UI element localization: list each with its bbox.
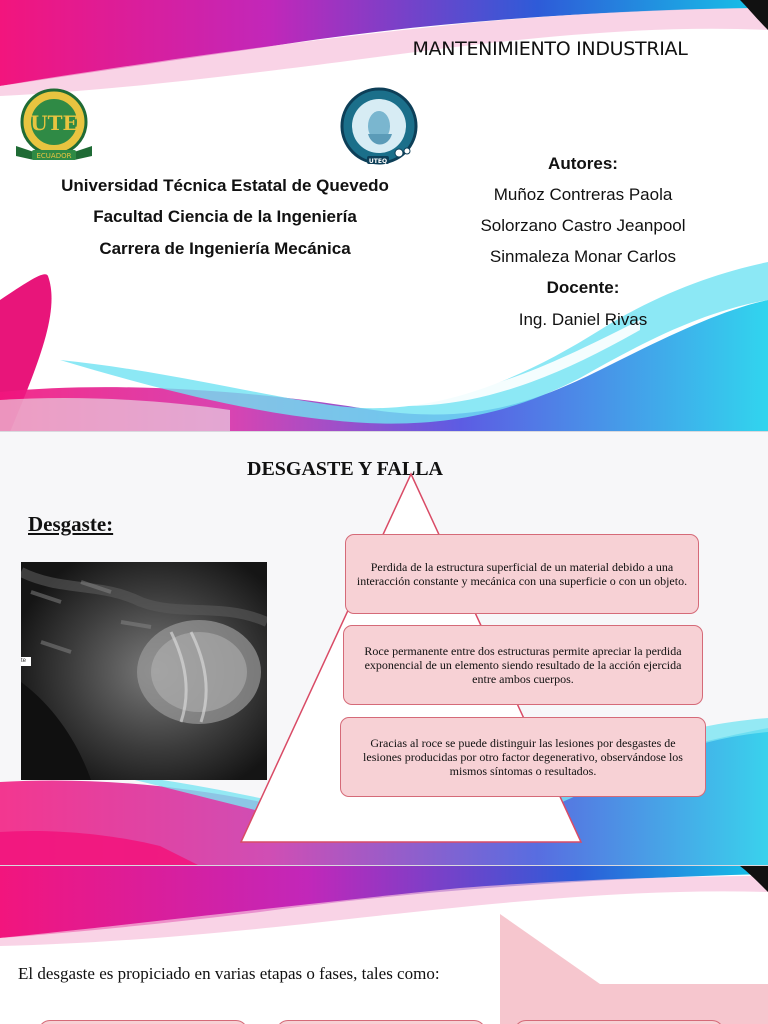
teacher-name: Ing. Daniel Rivas: [518, 310, 648, 329]
phase-box-2: [276, 1020, 486, 1024]
wear-slide: [0, 432, 768, 866]
section-heading: Desgaste:: [28, 512, 114, 536]
definition-box-1: Perdida de la estructura superficial de un material debido a una interacción constante y mecánica con una superficie o con un objeto.: [345, 534, 699, 614]
author-1: Muñoz Contreras Paola: [493, 185, 673, 204]
svg-text:ECUADOR: ECUADOR: [36, 152, 72, 160]
definition-box-3: Gracias al roce se puede distinguir las lesiones por desgastes de lesiones producidas por otro factor degenerativo, observándose los mismos síntomas o resultados.: [340, 717, 706, 797]
university-seal-logo-icon: [14, 86, 94, 166]
phase-box-1: [38, 1020, 248, 1024]
intro-text: El desgaste es propiciado en varias etapas o fases, tales como:: [18, 964, 440, 983]
title-slide: [0, 0, 768, 432]
phases-slide: [0, 866, 768, 1024]
faculty-name: Facultad Ciencia de la Ingeniería: [93, 207, 357, 226]
author-3: Sinmaleza Monar Carlos: [489, 247, 677, 266]
definition-box-2: Roce permanente entre dos estructuras permite apreciar la perdida exponencial de un elemento siendo resultado de la acción ejercida entre ambos cuerpos.: [343, 625, 703, 705]
author-2: Solorzano Castro Jeanpool: [480, 216, 686, 235]
authors-heading: Autores:: [548, 154, 618, 173]
slide-title: DESGASTE Y FALLA: [247, 458, 443, 480]
career-name: Carrera de Ingeniería Mecánica: [99, 239, 351, 258]
svg-text:UTEQ: UTEQ: [368, 158, 388, 165]
phase-box-3: [514, 1020, 724, 1024]
svg-text:UTE: UTE: [30, 111, 78, 135]
photo-tag: te: [21, 657, 31, 666]
presentation-title: MANTENIMIENTO INDUSTRIAL: [412, 38, 688, 60]
teacher-heading: Docente:: [546, 278, 620, 297]
decorative-swoosh-background: [0, 866, 768, 1024]
engineering-faculty-logo-icon: [336, 86, 422, 166]
university-name: Universidad Técnica Estatal de Quevedo: [61, 176, 389, 195]
worn-tire-photo: [21, 562, 267, 780]
